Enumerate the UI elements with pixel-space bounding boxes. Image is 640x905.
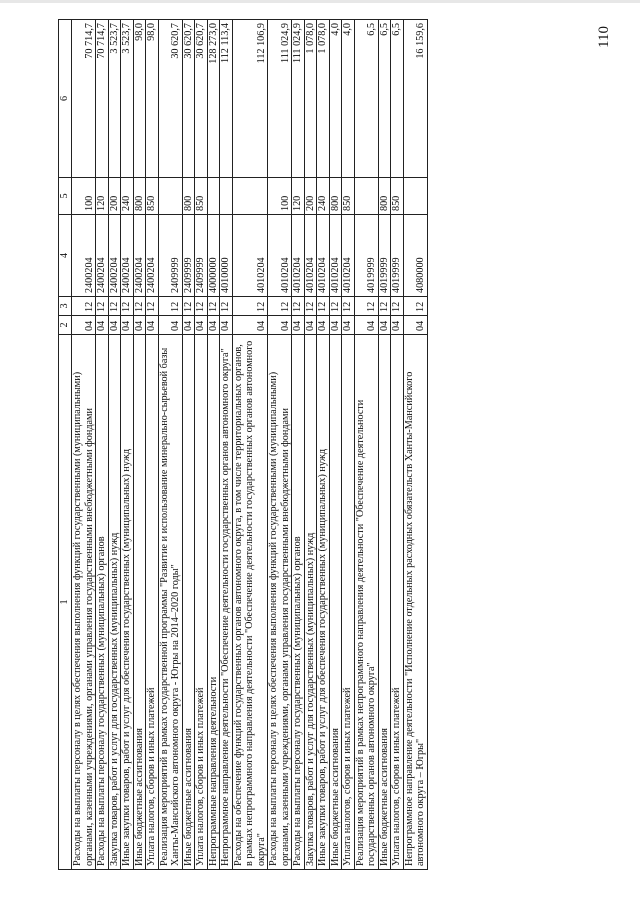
row-target-article-code: 4019999 [391,215,404,297]
row-expense-type-code: 100 [268,178,292,215]
row-amount: 112 106,9 [232,20,268,178]
row-target-article-code: 2400204 [146,215,159,297]
row-subsection-code: 12 [354,297,378,316]
row-description: Расходы на обеспечение функций государственных органов автономного округа, в том числе территориальных органов, в рамках непрограммного направления деятельности "Обеспечение деятельности государственных органов автономного округа" [232,335,268,870]
row-target-article-code: 4080000 [403,215,427,297]
row-target-article-code: 4010204 [342,215,355,297]
row-subsection-code: 12 [232,297,268,316]
row-expense-type-code: 850 [342,178,355,215]
row-target-article-code: 2409999 [195,215,208,297]
row-target-article-code: 2400204 [121,215,134,297]
row-target-article-code: 4010204 [317,215,330,297]
row-description: Иные закупки товаров, работ и услуг для обеспечения государственных (муниципальных) нужд [121,335,134,870]
row-section-code: 04 [182,316,195,335]
row-target-article-code: 4010204 [304,215,317,297]
table-row [304,20,317,870]
header-col-4: 4 [59,215,72,297]
row-subsection-code: 12 [158,297,182,316]
header-col-5: 5 [59,178,72,215]
table-row [403,20,427,870]
row-amount: 4,0 [329,20,342,178]
table-row [72,20,96,870]
header-col-6: 6 [59,20,72,178]
table-row [354,20,378,870]
table-body [72,20,428,870]
table-row [195,20,208,870]
row-description: Закупка товаров, работ и услуг для государственных (муниципальных) нужд [304,335,317,870]
table-row [108,20,121,870]
row-target-article-code: 2400204 [96,215,109,297]
row-expense-type-code: 800 [378,178,391,215]
row-target-article-code: 4010204 [232,215,268,297]
row-subsection-code: 12 [391,297,404,316]
row-target-article-code: 2409999 [158,215,182,297]
row-subsection-code: 12 [329,297,342,316]
row-expense-type-code: 120 [96,178,109,215]
row-amount: 30 620,7 [195,20,208,178]
row-description: Непрограммное направление деятельности "Исполнение отдельных расходных обязательств Ханты-Мансийского автономного округа – Югры" [403,335,427,870]
table-row [292,20,305,870]
row-subsection-code: 12 [121,297,134,316]
header-col-3: 3 [59,297,72,316]
row-target-article-code: 4019999 [354,215,378,297]
row-description: Уплата налогов, сборов и иных платежей [342,335,355,870]
row-target-article-code: 4010000 [220,215,233,297]
header-col-1: 1 [59,335,72,870]
row-expense-type-code: 850 [146,178,159,215]
row-description: Закупка товаров, работ и услуг для государственных (муниципальных) нужд [108,335,121,870]
row-target-article-code: 4010204 [268,215,292,297]
row-subsection-code: 12 [207,297,220,316]
row-section-code: 04 [304,316,317,335]
row-amount: 111 024,9 [292,20,305,178]
row-expense-type-code: 850 [391,178,404,215]
row-section-code: 04 [378,316,391,335]
row-expense-type-code: 200 [108,178,121,215]
row-amount: 30 620,7 [158,20,182,178]
row-description: Расходы на выплаты персоналу в целях обеспечения выполнения функций государственными (муниципальными) органами, казенными учреждениями, органами управления государственными внебюджетными фондами [72,335,96,870]
row-section-code: 04 [207,316,220,335]
row-expense-type-code: 100 [72,178,96,215]
row-expense-type-code [232,178,268,215]
row-section-code: 04 [96,316,109,335]
row-subsection-code: 12 [182,297,195,316]
row-target-article-code: 2400204 [72,215,96,297]
row-target-article-code: 4010204 [292,215,305,297]
row-amount: 4,0 [342,20,355,178]
table-row [158,20,182,870]
row-subsection-code: 12 [133,297,146,316]
row-amount: 3 523,7 [108,20,121,178]
row-description: Уплата налогов, сборов и иных платежей [146,335,159,870]
table-row [133,20,146,870]
row-description: Иные бюджетные ассигнования [378,335,391,870]
row-amount: 70 714,7 [72,20,96,178]
row-subsection-code: 12 [195,297,208,316]
row-subsection-code: 12 [108,297,121,316]
row-subsection-code: 12 [304,297,317,316]
row-expense-type-code: 850 [195,178,208,215]
row-description: Расходы на выплаты персоналу государственных (муниципальных) органов [292,335,305,870]
row-section-code: 04 [195,316,208,335]
row-amount: 128 273,0 [207,20,220,178]
table-row [182,20,195,870]
table-row [220,20,233,870]
table-row [378,20,391,870]
table-row [329,20,342,870]
row-amount: 3 523,7 [121,20,134,178]
row-expense-type-code: 800 [182,178,195,215]
row-target-article-code: 4000000 [207,215,220,297]
row-amount: 16 159,6 [403,20,427,178]
row-subsection-code: 12 [292,297,305,316]
row-amount: 6,5 [391,20,404,178]
table-row [342,20,355,870]
row-expense-type-code [403,178,427,215]
row-description: Расходы на выплаты персоналу государственных (муниципальных) органов [96,335,109,870]
table-row [121,20,134,870]
row-expense-type-code: 800 [133,178,146,215]
row-section-code: 04 [220,316,233,335]
row-amount: 30 620,7 [182,20,195,178]
table-row [317,20,330,870]
row-amount: 98,0 [133,20,146,178]
row-amount: 70 714,7 [96,20,109,178]
row-description: Иные бюджетные ассигнования [182,335,195,870]
row-subsection-code: 12 [268,297,292,316]
row-description: Уплата налогов, сборов и иных платежей [195,335,208,870]
table-header-row [59,20,72,870]
row-section-code: 04 [317,316,330,335]
row-description: Расходы на выплаты персоналу в целях обеспечения выполнения функций государственными (муниципальными) органами, казенными учреждениями, органами управления государственными внебюджетными фондами [268,335,292,870]
row-section-code: 04 [391,316,404,335]
row-amount: 112 113,4 [220,20,233,178]
row-section-code: 04 [133,316,146,335]
row-description: Реализация мероприятий в рамках непрограммного направления деятельности "Обеспечение деятельности государственных органов автономного округа" [354,335,378,870]
row-target-article-code: 2400204 [133,215,146,297]
row-target-article-code: 2409999 [182,215,195,297]
budget-table [58,19,428,870]
row-expense-type-code [158,178,182,215]
row-subsection-code: 12 [96,297,109,316]
row-description: Непрограммное направление деятельности "Обеспечение деятельности государственных органов автономного округа" [220,335,233,870]
row-description: Реализация мероприятий в рамках государственной программы "Развитие и использование минерально-сырьевой базы Ханты-Мансийского автономного округа - Югры на 2014–2020 годы" [158,335,182,870]
row-section-code: 04 [72,316,96,335]
row-subsection-code: 12 [72,297,96,316]
table-row [96,20,109,870]
row-section-code: 04 [268,316,292,335]
row-expense-type-code: 800 [329,178,342,215]
row-amount: 98,0 [146,20,159,178]
row-amount: 6,5 [378,20,391,178]
table-row [207,20,220,870]
row-amount: 1 078,0 [317,20,330,178]
row-expense-type-code: 120 [292,178,305,215]
row-section-code: 04 [403,316,427,335]
row-description: Уплата налогов, сборов и иных платежей [391,335,404,870]
row-subsection-code: 12 [146,297,159,316]
row-section-code: 04 [342,316,355,335]
row-target-article-code: 4019999 [378,215,391,297]
row-expense-type-code [207,178,220,215]
row-expense-type-code: 240 [317,178,330,215]
row-section-code: 04 [292,316,305,335]
row-description: Иные закупки товаров, работ и услуг для обеспечения государственных (муниципальных) нужд [317,335,330,870]
row-expense-type-code [354,178,378,215]
header-col-2: 2 [59,316,72,335]
row-amount: 6,5 [354,20,378,178]
row-expense-type-code: 200 [304,178,317,215]
table-row [146,20,159,870]
scan-smudge [0,0,640,3]
row-section-code: 04 [158,316,182,335]
table-row [268,20,292,870]
row-expense-type-code: 240 [121,178,134,215]
row-subsection-code: 12 [317,297,330,316]
row-description: Иные бюджетные ассигнования [329,335,342,870]
row-section-code: 04 [354,316,378,335]
row-subsection-code: 12 [342,297,355,316]
row-target-article-code: 4010204 [329,215,342,297]
row-section-code: 04 [232,316,268,335]
row-amount: 111 024,9 [268,20,292,178]
row-expense-type-code [220,178,233,215]
rotated-page-content [58,20,583,870]
row-section-code: 04 [121,316,134,335]
row-target-article-code: 2400204 [108,215,121,297]
row-subsection-code: 12 [378,297,391,316]
row-description: Непрограммные направления деятельности [207,335,220,870]
row-subsection-code: 12 [220,297,233,316]
row-section-code: 04 [108,316,121,335]
page-number: 110 [596,26,612,48]
table-row [391,20,404,870]
row-amount: 1 078,0 [304,20,317,178]
row-section-code: 04 [329,316,342,335]
row-subsection-code: 12 [403,297,427,316]
row-section-code: 04 [146,316,159,335]
table-row [232,20,268,870]
row-description: Иные бюджетные ассигнования [133,335,146,870]
